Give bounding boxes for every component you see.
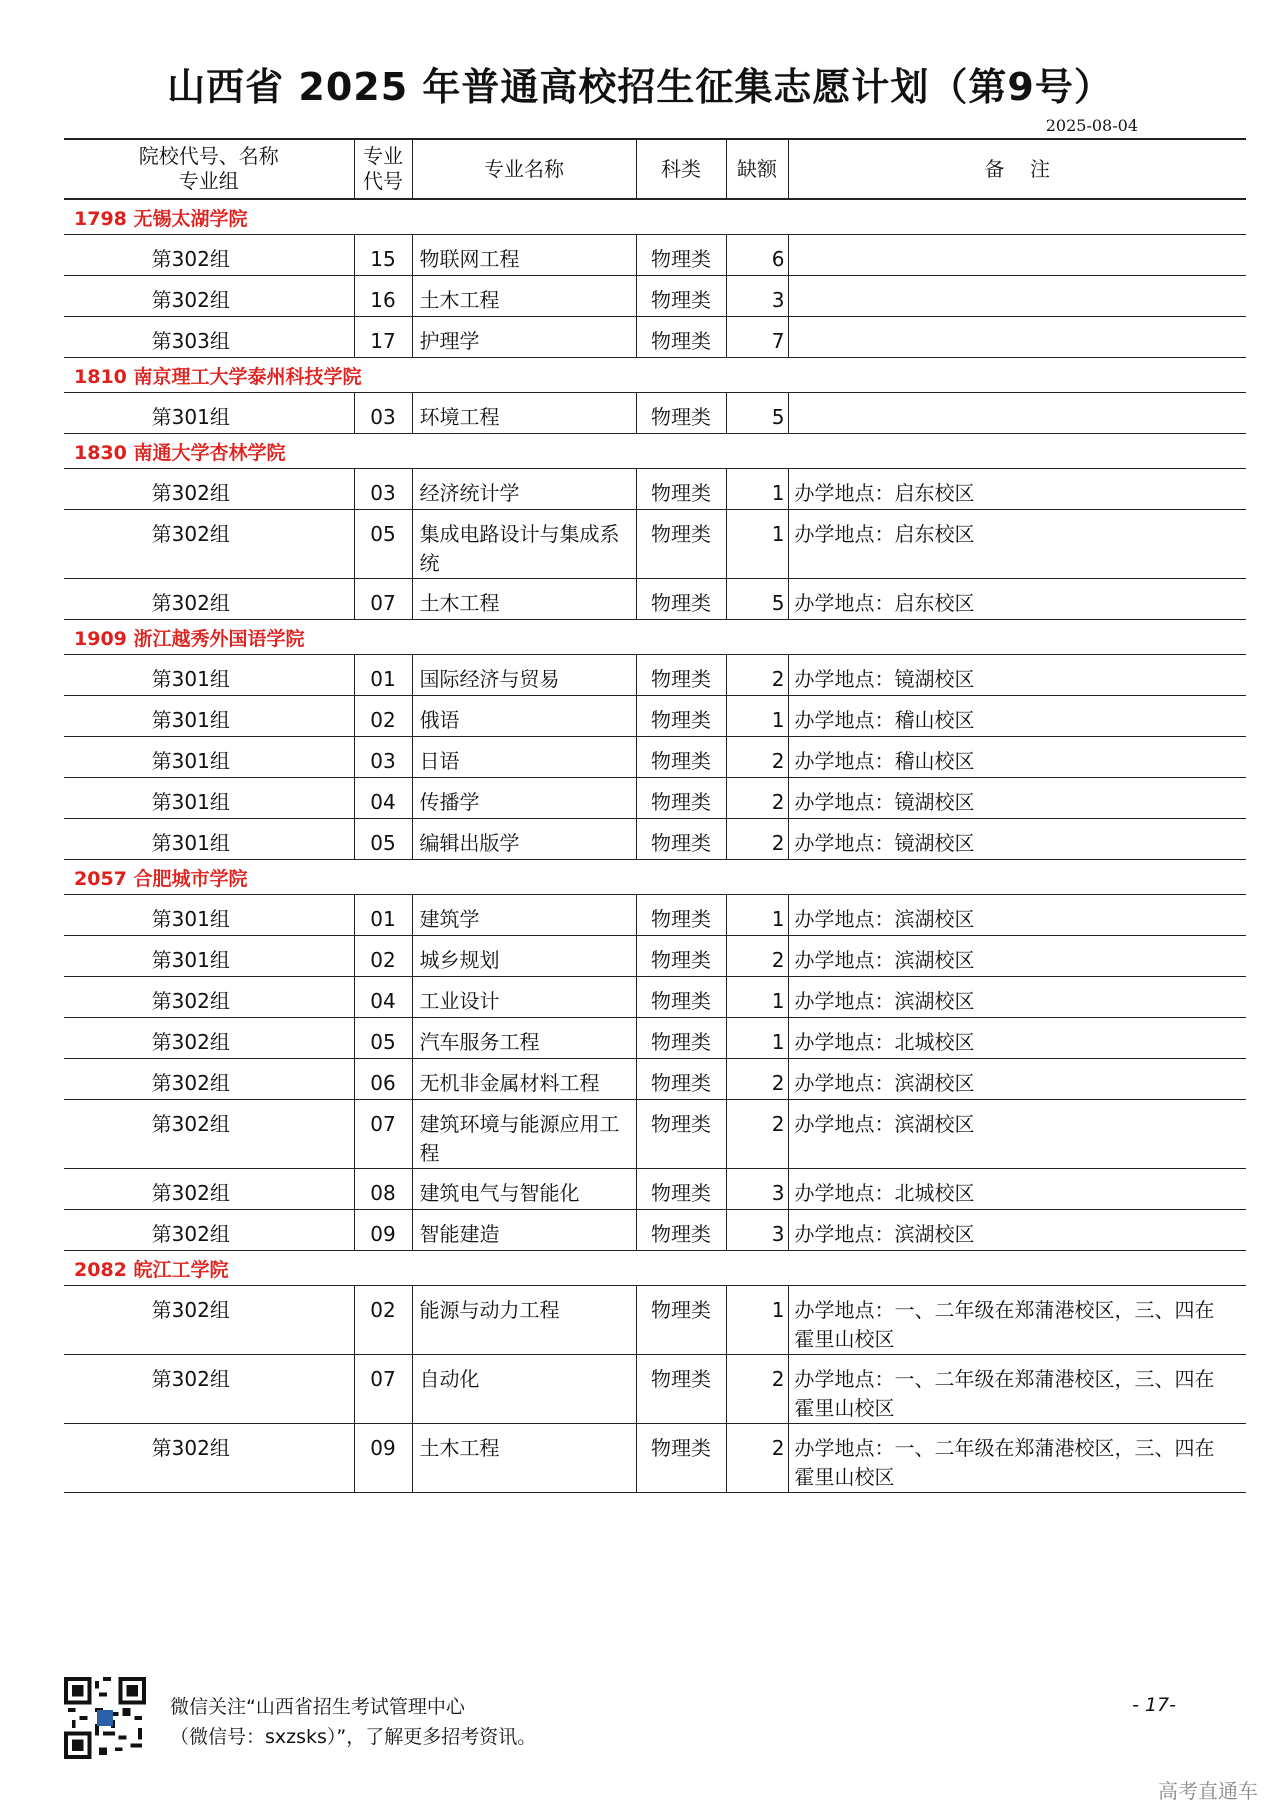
cell-note bbox=[788, 317, 1246, 358]
cell-category: 物理类 bbox=[636, 1100, 726, 1169]
cell-code: 01 bbox=[354, 655, 412, 696]
cell-quota: 5 bbox=[726, 393, 788, 434]
cell-code: 16 bbox=[354, 276, 412, 317]
cell-note: 办学地点：镜湖校区 bbox=[788, 778, 1246, 819]
school-header-row bbox=[64, 860, 1246, 895]
table-row bbox=[64, 1100, 1246, 1169]
table-row bbox=[64, 1210, 1246, 1251]
cell-code: 15 bbox=[354, 235, 412, 276]
cell-quota: 2 bbox=[726, 1424, 788, 1493]
cell-quota: 2 bbox=[726, 1355, 788, 1424]
table-row bbox=[64, 696, 1246, 737]
cell-quota: 2 bbox=[726, 936, 788, 977]
school-name: 1830 南通大学杏林学院 bbox=[64, 434, 1246, 469]
cell-quota: 1 bbox=[726, 510, 788, 579]
cell-category: 物理类 bbox=[636, 1059, 726, 1100]
cell-code: 06 bbox=[354, 1059, 412, 1100]
table-row bbox=[64, 1355, 1246, 1424]
qr-code-icon bbox=[64, 1677, 146, 1759]
cell-category: 物理类 bbox=[636, 778, 726, 819]
table-row bbox=[64, 393, 1246, 434]
cell-quota: 1 bbox=[726, 1286, 788, 1355]
cell-name: 自动化 bbox=[412, 1355, 636, 1424]
school-header-row bbox=[64, 1251, 1246, 1286]
cell-category: 物理类 bbox=[636, 235, 726, 276]
cell-note: 办学地点：启东校区 bbox=[788, 579, 1246, 620]
cell-code: 09 bbox=[354, 1210, 412, 1251]
cell-group: 第302组 bbox=[64, 1100, 354, 1169]
cell-category: 物理类 bbox=[636, 579, 726, 620]
cell-code: 05 bbox=[354, 510, 412, 579]
table-row bbox=[64, 317, 1246, 358]
cell-note: 办学地点：镜湖校区 bbox=[788, 819, 1246, 860]
cell-quota: 1 bbox=[726, 696, 788, 737]
cell-name: 土木工程 bbox=[412, 1424, 636, 1493]
cell-note: 办学地点：镜湖校区 bbox=[788, 655, 1246, 696]
cell-name: 集成电路设计与集成系统 bbox=[412, 510, 636, 579]
table-row bbox=[64, 819, 1246, 860]
cell-code: 02 bbox=[354, 936, 412, 977]
cell-note: 办学地点：稽山校区 bbox=[788, 696, 1246, 737]
cell-code: 03 bbox=[354, 469, 412, 510]
cell-category: 物理类 bbox=[636, 1169, 726, 1210]
school-header-row bbox=[64, 358, 1246, 393]
table-row bbox=[64, 235, 1246, 276]
cell-quota: 3 bbox=[726, 1210, 788, 1251]
cell-name: 国际经济与贸易 bbox=[412, 655, 636, 696]
table-row bbox=[64, 737, 1246, 778]
cell-code: 01 bbox=[354, 895, 412, 936]
cell-quota: 2 bbox=[726, 778, 788, 819]
cell-category: 物理类 bbox=[636, 895, 726, 936]
cell-note bbox=[788, 276, 1246, 317]
cell-category: 物理类 bbox=[636, 1355, 726, 1424]
cell-group: 第301组 bbox=[64, 936, 354, 977]
cell-group: 第302组 bbox=[64, 1286, 354, 1355]
cell-group: 第301组 bbox=[64, 819, 354, 860]
cell-code: 07 bbox=[354, 579, 412, 620]
header-quota: 缺额 bbox=[726, 139, 788, 199]
cell-code: 08 bbox=[354, 1169, 412, 1210]
header-major-name: 专业名称 bbox=[412, 139, 636, 199]
cell-code: 04 bbox=[354, 778, 412, 819]
school-header-row bbox=[64, 434, 1246, 469]
cell-name: 智能建造 bbox=[412, 1210, 636, 1251]
cell-name: 经济统计学 bbox=[412, 469, 636, 510]
cell-category: 物理类 bbox=[636, 393, 726, 434]
cell-name: 城乡规划 bbox=[412, 936, 636, 977]
cell-group: 第301组 bbox=[64, 778, 354, 819]
publish-date: 2025-08-04 bbox=[1045, 116, 1138, 135]
cell-name: 俄语 bbox=[412, 696, 636, 737]
cell-category: 物理类 bbox=[636, 737, 726, 778]
cell-group: 第302组 bbox=[64, 1018, 354, 1059]
cell-quota: 1 bbox=[726, 895, 788, 936]
table-row bbox=[64, 778, 1246, 819]
cell-code: 17 bbox=[354, 317, 412, 358]
cell-note: 办学地点：滨湖校区 bbox=[788, 936, 1246, 977]
school-name: 1909 浙江越秀外国语学院 bbox=[64, 620, 1246, 655]
cell-note: 办学地点：滨湖校区 bbox=[788, 895, 1246, 936]
cell-name: 护理学 bbox=[412, 317, 636, 358]
cell-code: 03 bbox=[354, 737, 412, 778]
cell-category: 物理类 bbox=[636, 276, 726, 317]
cell-name: 能源与动力工程 bbox=[412, 1286, 636, 1355]
cell-group: 第302组 bbox=[64, 469, 354, 510]
school-name: 2057 合肥城市学院 bbox=[64, 860, 1246, 895]
cell-name: 传播学 bbox=[412, 778, 636, 819]
table-body bbox=[64, 199, 1246, 1493]
cell-category: 物理类 bbox=[636, 696, 726, 737]
cell-category: 物理类 bbox=[636, 977, 726, 1018]
cell-quota: 1 bbox=[726, 977, 788, 1018]
cell-group: 第302组 bbox=[64, 1355, 354, 1424]
cell-note: 办学地点：一、二年级在郑蒲港校区，三、四在霍里山校区 bbox=[788, 1355, 1246, 1424]
cell-group: 第303组 bbox=[64, 317, 354, 358]
cell-quota: 2 bbox=[726, 819, 788, 860]
cell-code: 04 bbox=[354, 977, 412, 1018]
page-title: 山西省 2025 年普通高校招生征集志愿计划（第9号） bbox=[167, 65, 1113, 109]
cell-group: 第302组 bbox=[64, 1059, 354, 1100]
cell-quota: 3 bbox=[726, 276, 788, 317]
cell-note: 办学地点：滨湖校区 bbox=[788, 1210, 1246, 1251]
cell-group: 第302组 bbox=[64, 1169, 354, 1210]
cell-name: 建筑电气与智能化 bbox=[412, 1169, 636, 1210]
cell-name: 汽车服务工程 bbox=[412, 1018, 636, 1059]
cell-note: 办学地点：一、二年级在郑蒲港校区，三、四在霍里山校区 bbox=[788, 1286, 1246, 1355]
table-row bbox=[64, 655, 1246, 696]
cell-group: 第301组 bbox=[64, 393, 354, 434]
cell-group: 第302组 bbox=[64, 510, 354, 579]
cell-group: 第301组 bbox=[64, 655, 354, 696]
cell-code: 05 bbox=[354, 1018, 412, 1059]
cell-name: 工业设计 bbox=[412, 977, 636, 1018]
cell-category: 物理类 bbox=[636, 1286, 726, 1355]
table-row bbox=[64, 1169, 1246, 1210]
cell-category: 物理类 bbox=[636, 936, 726, 977]
table-row bbox=[64, 469, 1246, 510]
cell-name: 环境工程 bbox=[412, 393, 636, 434]
cell-note: 办学地点：启东校区 bbox=[788, 510, 1246, 579]
table-row bbox=[64, 1059, 1246, 1100]
cell-note: 办学地点：滨湖校区 bbox=[788, 1059, 1246, 1100]
cell-note: 办学地点：稽山校区 bbox=[788, 737, 1246, 778]
header-note: 备 注 bbox=[788, 139, 1246, 199]
cell-quota: 1 bbox=[726, 469, 788, 510]
cell-group: 第301组 bbox=[64, 895, 354, 936]
cell-category: 物理类 bbox=[636, 655, 726, 696]
cell-category: 物理类 bbox=[636, 510, 726, 579]
table-row bbox=[64, 977, 1246, 1018]
cell-category: 物理类 bbox=[636, 469, 726, 510]
table-row bbox=[64, 1286, 1246, 1355]
cell-quota: 2 bbox=[726, 737, 788, 778]
cell-quota: 3 bbox=[726, 1169, 788, 1210]
cell-group: 第302组 bbox=[64, 977, 354, 1018]
page-number: - 17- bbox=[1132, 1694, 1176, 1716]
cell-code: 09 bbox=[354, 1424, 412, 1493]
table-row bbox=[64, 1424, 1246, 1493]
cell-name: 建筑学 bbox=[412, 895, 636, 936]
cell-note: 办学地点：北城校区 bbox=[788, 1018, 1246, 1059]
cell-name: 无机非金属材料工程 bbox=[412, 1059, 636, 1100]
school-name: 1798 无锡太湖学院 bbox=[64, 199, 1246, 235]
cell-category: 物理类 bbox=[636, 317, 726, 358]
cell-quota: 2 bbox=[726, 1059, 788, 1100]
watermark: 高考直通车 bbox=[1158, 1779, 1258, 1803]
school-header-row bbox=[64, 620, 1246, 655]
cell-group: 第302组 bbox=[64, 1210, 354, 1251]
school-name: 1810 南京理工大学泰州科技学院 bbox=[64, 358, 1246, 393]
cell-code: 07 bbox=[354, 1100, 412, 1169]
cell-quota: 2 bbox=[726, 1100, 788, 1169]
header-category: 科类 bbox=[636, 139, 726, 199]
cell-code: 03 bbox=[354, 393, 412, 434]
cell-name: 土木工程 bbox=[412, 579, 636, 620]
cell-category: 物理类 bbox=[636, 819, 726, 860]
cell-category: 物理类 bbox=[636, 1018, 726, 1059]
cell-name: 土木工程 bbox=[412, 276, 636, 317]
admission-plan-table bbox=[64, 138, 1246, 1493]
cell-group: 第302组 bbox=[64, 1424, 354, 1493]
cell-name: 物联网工程 bbox=[412, 235, 636, 276]
cell-code: 05 bbox=[354, 819, 412, 860]
table-header-row bbox=[64, 139, 1246, 199]
cell-note: 办学地点：滨湖校区 bbox=[788, 1100, 1246, 1169]
school-name: 2082 皖江工学院 bbox=[64, 1251, 1246, 1286]
cell-quota: 7 bbox=[726, 317, 788, 358]
cell-name: 编辑出版学 bbox=[412, 819, 636, 860]
table-row bbox=[64, 936, 1246, 977]
cell-note: 办学地点：一、二年级在郑蒲港校区，三、四在霍里山校区 bbox=[788, 1424, 1246, 1493]
cell-code: 07 bbox=[354, 1355, 412, 1424]
footer-note: 微信关注“山西省招生考试管理中心 （微信号：sxzsks）”，了解更多招考资讯。 bbox=[170, 1696, 537, 1748]
table-row bbox=[64, 579, 1246, 620]
cell-code: 02 bbox=[354, 1286, 412, 1355]
cell-category: 物理类 bbox=[636, 1424, 726, 1493]
cell-note: 办学地点：滨湖校区 bbox=[788, 977, 1246, 1018]
cell-note: 办学地点：启东校区 bbox=[788, 469, 1246, 510]
cell-quota: 1 bbox=[726, 1018, 788, 1059]
cell-quota: 2 bbox=[726, 655, 788, 696]
cell-group: 第301组 bbox=[64, 737, 354, 778]
cell-code: 02 bbox=[354, 696, 412, 737]
header-code: 专业 代号 bbox=[354, 139, 412, 199]
cell-note bbox=[788, 235, 1246, 276]
cell-quota: 5 bbox=[726, 579, 788, 620]
table-row bbox=[64, 895, 1246, 936]
cell-category: 物理类 bbox=[636, 1210, 726, 1251]
cell-note bbox=[788, 393, 1246, 434]
cell-group: 第302组 bbox=[64, 235, 354, 276]
cell-note: 办学地点：北城校区 bbox=[788, 1169, 1246, 1210]
school-header-row bbox=[64, 199, 1246, 235]
cell-group: 第301组 bbox=[64, 696, 354, 737]
cell-name: 日语 bbox=[412, 737, 636, 778]
cell-group: 第302组 bbox=[64, 579, 354, 620]
table-row bbox=[64, 1018, 1246, 1059]
table-row bbox=[64, 510, 1246, 579]
cell-group: 第302组 bbox=[64, 276, 354, 317]
header-school: 院校代号、名称 专业组 bbox=[64, 139, 354, 199]
table-row bbox=[64, 276, 1246, 317]
cell-quota: 6 bbox=[726, 235, 788, 276]
cell-name: 建筑环境与能源应用工程 bbox=[412, 1100, 636, 1169]
